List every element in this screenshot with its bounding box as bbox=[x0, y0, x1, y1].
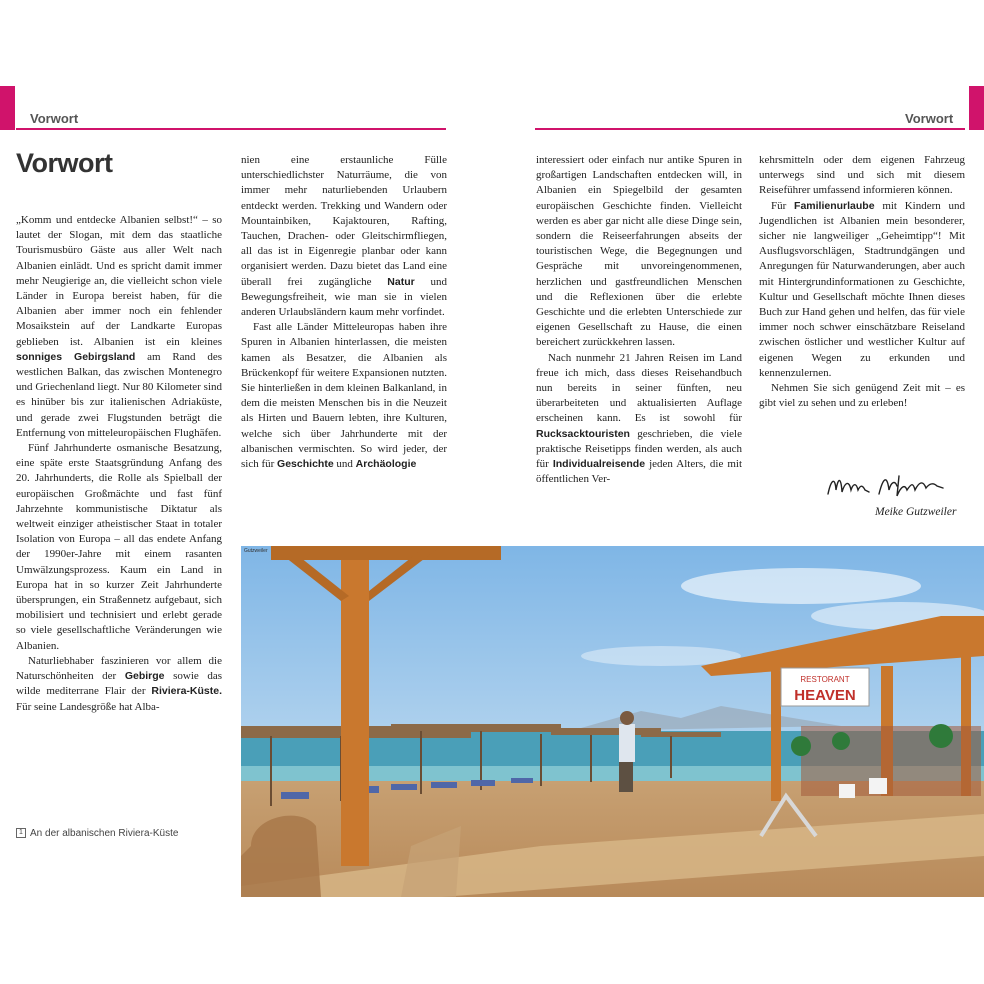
running-head-right: Vorwort bbox=[905, 111, 954, 126]
text-column-3 bbox=[536, 153, 742, 487]
sign-main-text: HEAVEN bbox=[794, 687, 856, 704]
text-column-1 bbox=[16, 213, 222, 715]
header-rule-right bbox=[535, 128, 965, 130]
page-title: Vorwort bbox=[16, 148, 113, 178]
paragraph: Naturliebhaber faszinieren vor allem die Naturschönheiten der Gebirge sowie das wilde mediterrane Flair der Riviera-Küste. Für seine Landesgröße hat Alba- bbox=[16, 654, 223, 713]
restaurant-sign bbox=[781, 668, 869, 706]
paragraph: Nach nunmehr 21 Jahren Reisen im Land freue ich mich, dass dieses Reisehandbuch nun bereits in seiner fünften, neu überarbeiteten und aktualisierten Auflage erscheinen kann. Es ist sowohl für Rucksacktouristen geschrieben, die viele praktische Reisetipps finden werden, als auch für Individualreisende jeden Alters, die mit öffentlichen Ver- bbox=[536, 351, 743, 486]
text-column-4 bbox=[759, 153, 965, 411]
left-color-tab bbox=[0, 86, 15, 130]
header-rule-left bbox=[16, 128, 446, 130]
text-column-2 bbox=[241, 153, 447, 472]
paragraph: Fünf Jahrhunderte osmanische Besatzung, eine späte erste Staatsgründung Anfang des 20. Jahrhunderts, die Rolle als Spielball der europäischen Großmächte und fast fünf Jahrzehnte kommunistische Diktatur als weltweit einziger atheistischer Staat in totaler Isolation von Europa – all das endete Anfang der 1990er-Jahre mit einem rasanten Umwälzungsprozess. Kaum ein Land in Europa hat in so kurzer Zeit Jahrhunderte übersprungen, ein Straßennetz aufgebaut, sich mobilisiert und technisiert und erlebt gerade so viele gesellschaftliche Veränderungen wie Albanien. bbox=[16, 442, 222, 652]
photo-number-icon: 1 bbox=[16, 828, 26, 838]
paragraph: interessiert oder einfach nur antike Spuren in großartigen Landschaften entdecken will, in Albanien ein Spiegelbild der gesamten europäischen Geschichte finden. Vielleicht werden es aber gar nicht alle diese Dinge sein, sondern die Reiseerfahrungen abseits der touristischen Wege, die Begegnungen und Gespräche mit unvoreingenommenen, herzlichen und gastfreundlichen Menschen und die Reflexionen über die erlebte Geschichte und die erlebten Unterschiede zur eigenen Gesellschaft zu Hause, die einen bereichert zurückkehren lassen. bbox=[536, 154, 742, 349]
photo-caption bbox=[16, 828, 178, 839]
paragraph: kehrsmitteln oder dem eigenen Fahrzeug unterwegs sind und sich mit diesem Reiseführer umfassend informieren können. bbox=[759, 154, 965, 197]
paragraph: nien eine erstaunliche Fülle unterschiedlichster Naturräume, die von immer mehr naturliebenden Urlaubern entdeckt werden. Trekking und Wandern oder Mountainbiken, Kajaktouren, Rafting, Tauchen, Drachen- oder Gleitschirmfliegen, all das ist in Eigenregie planbar oder kann organisiert werden. Dazu bietet das Land eine überall frei zugängliche Natur und Bewegungsfreiheit, wie man sie in vielen anderen Urlaubsländern kaum mehr vorfindet. bbox=[241, 154, 447, 319]
sign-top-text: RESTORANT bbox=[800, 675, 850, 684]
running-head-left: Vorwort bbox=[30, 111, 79, 126]
photo-caption-text: An der albanischen Riviera-Küste bbox=[30, 828, 179, 839]
right-color-tab bbox=[969, 86, 984, 130]
paragraph: Für Familienurlaube mit Kindern und Jugendlichen ist Albanien mein besonderer, sicher nie langweiliger „Geheimtipp“! Mit Ausflugsvorschlägen, Stadtrundgängen und Anregungen für Naturwanderungen, aber auch mit Hintergrundinformationen zu Geschichte, Kultur und Gesellschaft möchte Ihnen dieses Buch zur Hand gehen und helfen, das für viele immer noch schwer einschätzbare Reiseland zwischen östlicher und westlicher Kultur auf eigenen Wegen zu erkunden und kennenzulernen. bbox=[759, 199, 966, 379]
handwritten-signature bbox=[825, 468, 970, 504]
paragraph: Nehmen Sie sich genügend Zeit mit – es gibt viel zu sehen und zu erleben! bbox=[759, 382, 965, 410]
paragraph: „Komm und entdecke Albanien selbst!“ – so lautet der Slogan, mit dem das staatliche Tourismusbüro Gäste aus aller Welt nach Albanien einlädt. Und es spricht damit immer mehr Neugierige an, die vielleicht schon viele Länder in Europa bereist haben, für die Albanien aber immer noch ein fehlender Mosaikstein auf der Landkarte Europas geblieben ist. Albanien ist ein kleines sonniges Gebirgsland am Rand des westlichen Balkan, das zwischen Montenegro und Griechenland liegt. Nur 80 Kilometer sind es hinüber bis zur italienischen Adriaküste, und gerade zwei Flugstunden beträgt die Entfernung von mitteleuropäischen Flughäfen. bbox=[16, 214, 223, 439]
beach-scene-image bbox=[241, 546, 984, 897]
paragraph: Fast alle Länder Mitteleuropas haben ihre Spuren in Albanien hinterlassen, die meisten kamen als Besatzer, die Albanien als Brückenkopf für weitere Expansionen nutzten. Sie hinterließen in dem kleinen Balkanland, in dem die meisten Menschen bis in die Neuzeit als Hirten und Bauern lebten, ihre Kulturen, welche sich über Jahrhunderte mit der albanischen vermischten. So wird jeder, der sich für Geschichte und Archäologie bbox=[241, 321, 447, 471]
signature-name: Meike Gutzweiler bbox=[875, 506, 957, 518]
beach-photo bbox=[241, 546, 984, 897]
photo-credit: Gutzweiler bbox=[244, 548, 268, 554]
